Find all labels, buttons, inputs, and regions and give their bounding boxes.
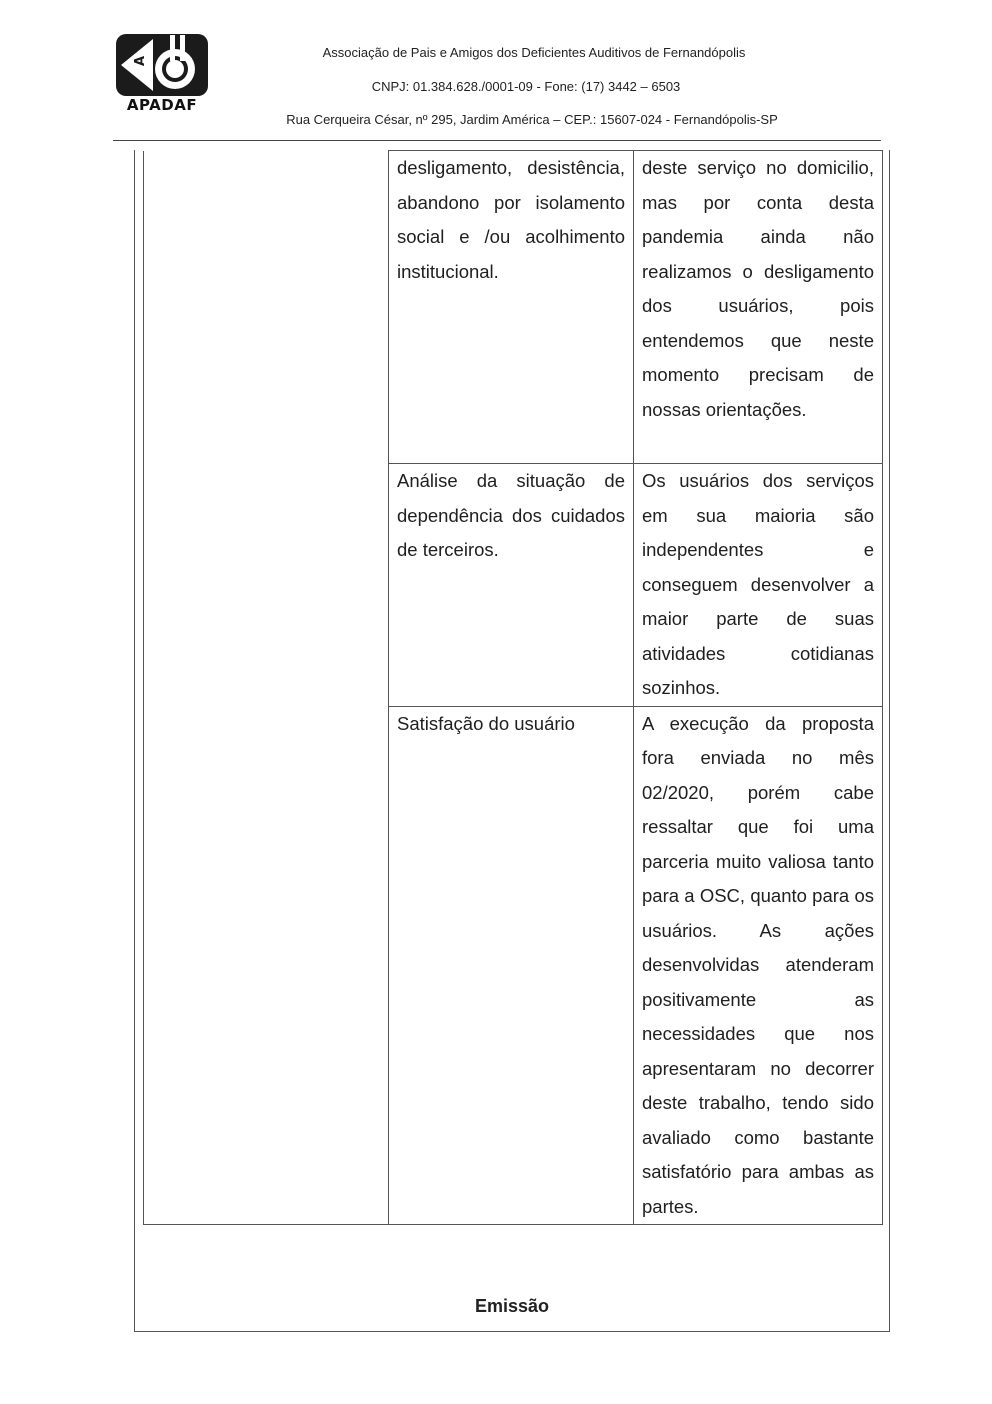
result-cell: deste serviço no domicilio, mas por conta desta pandemia ainda não realizamos o desligamento dos usuários, pois entendemos que neste momento precisam de nossas orientações.	[634, 151, 883, 464]
cnpj-phone: CNPJ: 01.384.628./0001-09 - Fone: (17) 3442 – 6503	[371, 79, 681, 94]
result-cell: A execução da proposta fora enviada no mês 02/2020, porém cabe ressaltar que foi uma parceria muito valiosa tanto para a OSC, quanto para os usuários. As ações desenvolvidas atenderam positivamente as necessidades que nos apresentaram no decorrer deste trabalho, tendo sido avaliado como bastante satisfatório para ambas as partes.	[634, 706, 883, 1225]
indicator-cell: Análise da situação de dependência dos cuidados de terceiros.	[389, 464, 634, 707]
indicators-table	[143, 150, 883, 1225]
result-cell: Os usuários dos serviços em sua maioria são independentes e conseguem desenvolver a maior parte de suas atividades cotidianas sozinhos.	[634, 464, 883, 707]
header-divider	[113, 140, 881, 141]
indicator-cell: Satisfação do usuário	[389, 706, 634, 1225]
logo-text: APADAF	[126, 96, 198, 114]
address: Rua Cerqueira César, nº 295, Jardim América – CEP.: 15607-024 - Fernandópolis-SP	[286, 112, 778, 127]
organization-name: Associação de Pais e Amigos dos Deficientes Auditivos de Fernandópolis	[322, 45, 746, 60]
empty-category-cell	[144, 151, 389, 1225]
logo-letter: A	[133, 55, 148, 66]
indicator-cell: desligamento, desistência, abandono por isolamento social e /ou acolhimento institucional.	[389, 151, 634, 464]
emissao-heading: Emissão	[474, 1296, 550, 1316]
table-row	[144, 151, 883, 464]
